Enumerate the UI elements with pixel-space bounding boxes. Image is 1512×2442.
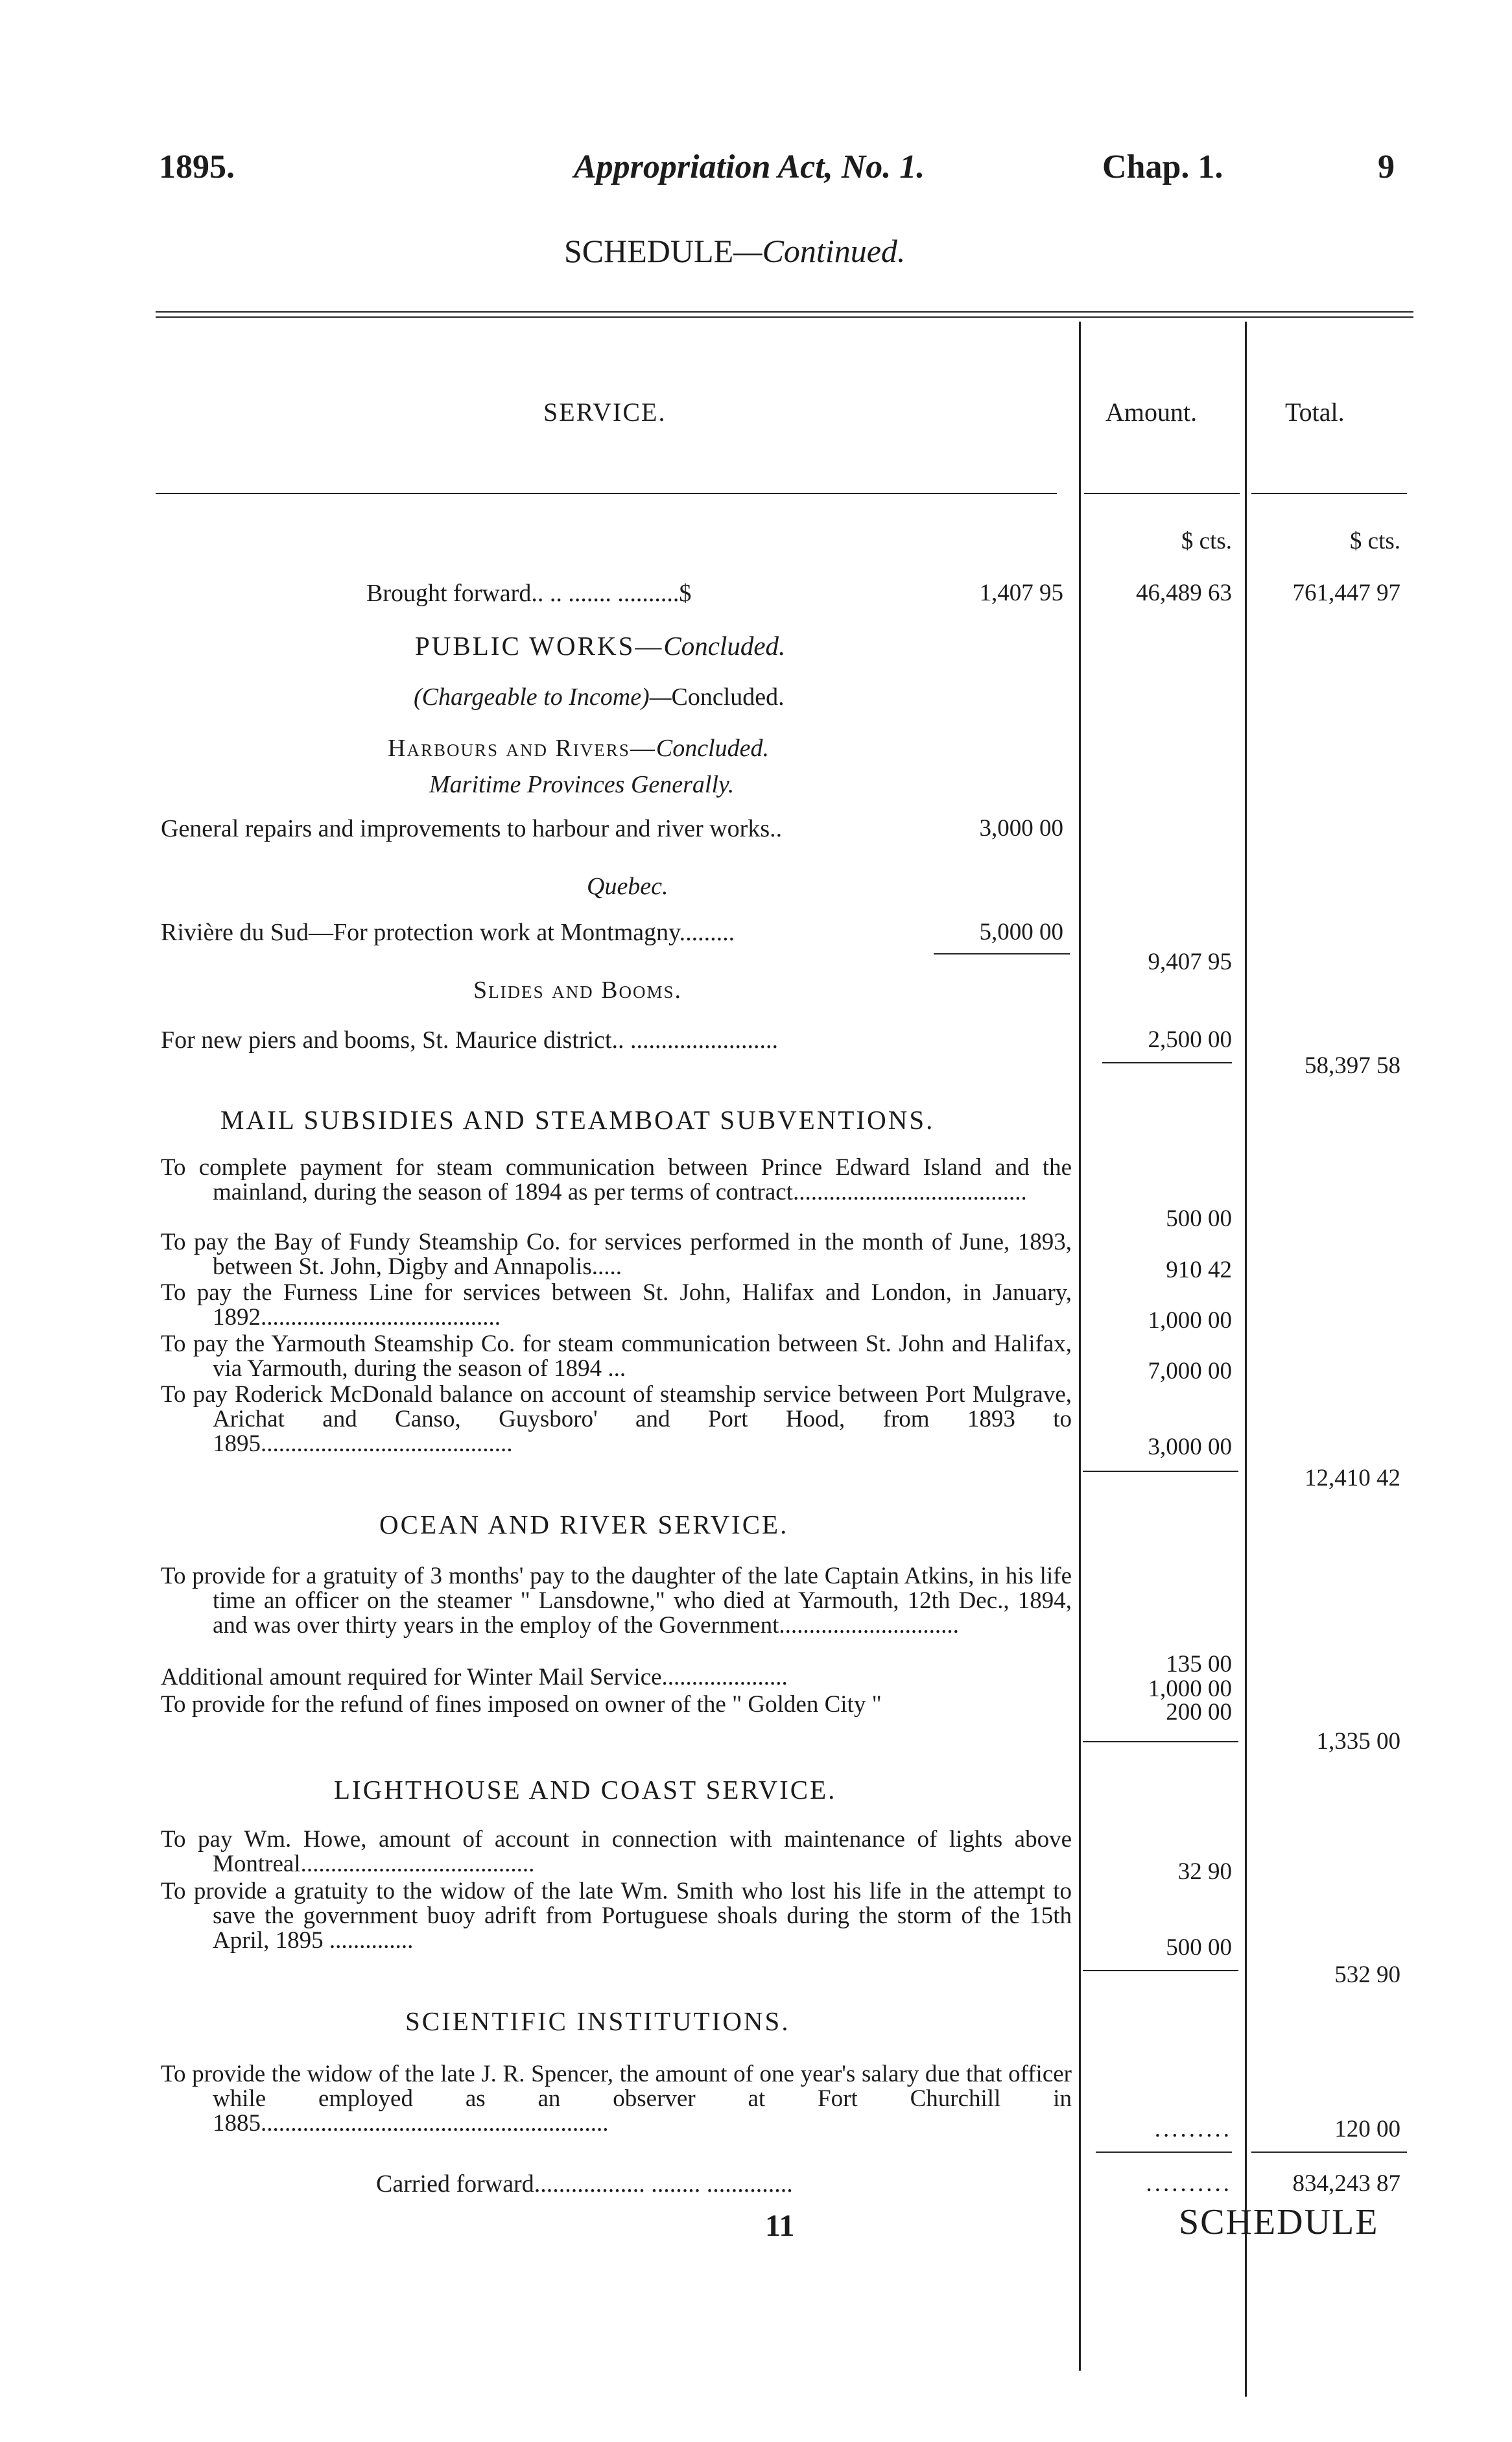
unit-amount: $ cts.: [1181, 528, 1232, 554]
ocean-total: 1,335 00: [1316, 1728, 1400, 1755]
mail-item-5: To pay Roderick McDonald balance on account of steamship service between Port Mulgrave, Arichat and Canso, Guysboro' and Port Hood, from 1893 to 1895..........................................: [161, 1381, 1072, 1457]
mail-item-1-amount: 500 00: [1166, 1205, 1232, 1232]
header-rule-amount: [1084, 493, 1240, 494]
public-works-subtotal: 9,407 95: [1148, 949, 1232, 975]
top-rule-2: [156, 316, 1413, 318]
brought-forward-subamount: 1,407 95: [979, 580, 1063, 606]
schedule-title-main: SCHEDULE: [564, 233, 734, 269]
mail-item-3-amount: 1,000 00: [1148, 1307, 1232, 1334]
mail-total: 12,410 42: [1305, 1465, 1400, 1491]
scientific-rule-amount: [1096, 2152, 1232, 2153]
brought-forward-total: 761,447 97: [1292, 580, 1400, 606]
quebec-heading: Quebec.: [587, 873, 668, 900]
lighthouse-total: 532 90: [1334, 1962, 1400, 1988]
lighthouse-heading: LIGHTHOUSE AND COAST SERVICE.: [334, 1775, 837, 1805]
slides-heading: Slides and Booms.: [473, 977, 682, 1004]
harbours-heading: [388, 734, 769, 763]
header-rule-left: [156, 493, 1057, 494]
mail-rule: [1083, 1471, 1238, 1472]
column-divider-total: [1245, 322, 1247, 2397]
mail-item-5-amount: 3,000 00: [1148, 1434, 1232, 1460]
piers-amount: 2,500 00: [1148, 1026, 1232, 1053]
catchword: SCHEDULE: [1179, 2202, 1379, 2242]
chargeable-tail: Concluded.: [671, 683, 785, 711]
mail-item-3: To pay the Furness Line for services between St. John, Halifax and London, in January, 1892........................................: [161, 1279, 1072, 1331]
ocean-rule: [1083, 1741, 1238, 1742]
public-works-heading: [415, 630, 785, 661]
riviere-text: Rivière du Sud—For protection work at Montmagny.........: [161, 919, 735, 946]
act-title: Appropriation Act, No. 1.: [574, 148, 925, 185]
header-rule-total: [1251, 493, 1407, 494]
scientific-total: 120 00: [1334, 2116, 1400, 2142]
page-number: 9: [1378, 148, 1395, 185]
ocean-item-1: To provide for a gratuity of 3 months' pay to the daughter of the late Captain Atkins, in his life time an officer on the steamer " Lansdowne," who died at Yarmouth, 12th Dec., 1894, and was over thirty years in the employ of the Government..............................: [161, 1563, 1072, 1639]
harbours-tail: Concluded.: [656, 735, 769, 762]
ocean-item-2-amount: 1,000 00: [1148, 1676, 1232, 1702]
ocean-item-2: Additional amount required for Winter Mail Service.....................: [161, 1664, 788, 1690]
brought-forward-amount: 46,489 63: [1136, 580, 1232, 606]
harbours-label: Harbours and Rivers—: [388, 735, 656, 762]
top-rule: [156, 311, 1413, 313]
mail-heading: MAIL SUBSIDIES AND STEAMBOAT SUBVENTIONS.: [220, 1105, 935, 1135]
unit-total: $ cts.: [1349, 528, 1400, 554]
column-header-service: SERVICE.: [543, 397, 667, 427]
mail-item-2: To pay the Bay of Fundy Steamship Co. for services performed in the month of June, 1893, between St. John, Digby and Annapolis.....: [161, 1229, 1072, 1280]
lighthouse-item-1-amount: 32 90: [1177, 1858, 1232, 1885]
year: 1895.: [159, 148, 235, 185]
public-works-rule: [1102, 1062, 1232, 1063]
maritime-heading: Maritime Provinces Generally.: [429, 771, 735, 798]
public-works-heading-tail: Concluded.: [663, 631, 786, 661]
public-works-total: 58,397 58: [1305, 1052, 1400, 1079]
public-works-heading-main: PUBLIC WORKS—: [415, 631, 664, 661]
brought-forward-label: Brought forward.. .. ....... ..........$: [366, 580, 692, 607]
ocean-item-1-amount: 135 00: [1166, 1651, 1232, 1677]
riviere-amount: 5,000 00: [979, 919, 1063, 945]
lighthouse-rule: [1083, 1970, 1238, 1971]
schedule-title-suffix: —Continued.: [733, 233, 906, 269]
column-header-amount: Amount.: [1105, 397, 1198, 427]
lighthouse-item-1: To pay Wm. Howe, amount of account in connection with maintenance of lights above Montreal.......................................: [161, 1826, 1072, 1877]
chapter: Chap. 1.: [1102, 148, 1223, 185]
mail-item-4-amount: 7,000 00: [1148, 1358, 1232, 1384]
column-divider-amount: [1079, 322, 1081, 2371]
mail-item-2-amount: 910 42: [1166, 1257, 1232, 1283]
general-repairs-text: General repairs and improvements to harbour and river works..: [161, 815, 783, 842]
lighthouse-item-2: To provide a gratuity to the widow of the late Wm. Smith who lost his life in the attempt to save the government buoy adrift from Portuguese shoals during the storm of the 15th April, 1895 ..............: [161, 1878, 1072, 1954]
column-header-total: Total.: [1285, 397, 1345, 427]
riviere-rule: [934, 953, 1070, 954]
scientific-rule-total: [1251, 2152, 1407, 2153]
signature-mark: 11: [765, 2209, 795, 2243]
chargeable-line: [414, 683, 785, 711]
chargeable-label: (Chargeable to Income)—: [414, 683, 672, 711]
ocean-item-3: To provide for the refund of fines imposed on owner of the " Golden City ": [161, 1691, 882, 1718]
ocean-heading: OCEAN AND RIVER SERVICE.: [379, 1510, 789, 1539]
piers-text: For new piers and booms, St. Maurice district.. ........................: [161, 1026, 779, 1054]
mail-item-4: To pay the Yarmouth Steamship Co. for steam communication between St. John and Halifax, via Yarmouth, during the season of 1894 ...: [161, 1331, 1072, 1382]
lighthouse-item-2-amount: 500 00: [1166, 1934, 1232, 1961]
general-repairs-amount: 3,000 00: [979, 815, 1063, 842]
scientific-item-1-amount: .........: [1154, 2116, 1232, 2142]
carried-forward-total: 834,243 87: [1292, 2170, 1400, 2197]
scientific-item-1: To provide the widow of the late J. R. Spencer, the amount of one year's salary due that officer while employed as an observer at Fort Churchill in 1885..........................................................: [161, 2061, 1072, 2137]
carried-forward-label: Carried forward.................. ........ ..............: [376, 2170, 793, 2198]
mail-item-1: To complete payment for steam communication between Prince Edward Island and the mainland, during the season of 1894 as per terms of contract.......................................: [161, 1154, 1072, 1205]
schedule-title: [564, 232, 905, 270]
scientific-heading: SCIENTIFIC INSTITUTIONS.: [405, 2006, 790, 2036]
ocean-item-3-amount: 200 00: [1166, 1699, 1232, 1725]
carried-forward-amount: ..........: [1146, 2170, 1232, 2197]
